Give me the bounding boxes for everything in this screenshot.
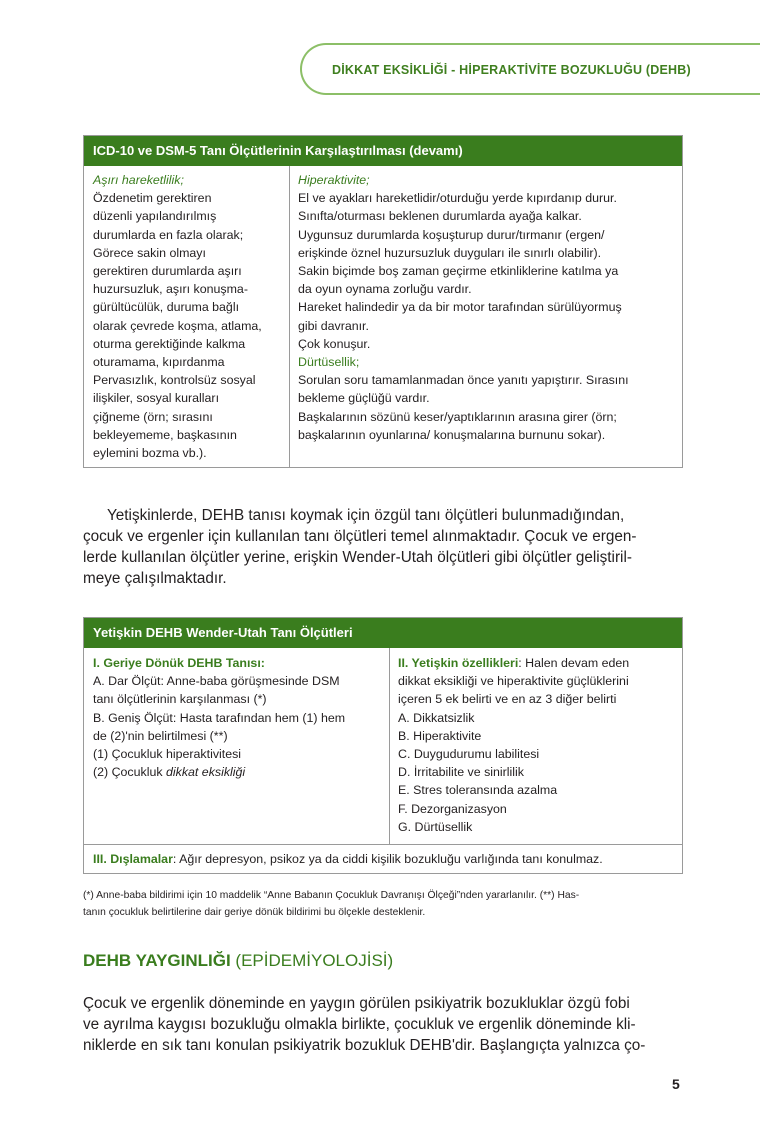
footnote-line: (*) Anne-baba bildirimi için 10 maddelik “Anne Babanın Çocukluk Davranışı Ölçeği”nden yararlanılır. (**) Has- (83, 890, 580, 901)
text-line: El ve ayakları hareketlidir/oturduğu yerde kıpırdanıp durur. (298, 191, 617, 206)
text-line: eylemini bozma vb.). (93, 446, 207, 461)
column-divider (289, 166, 290, 468)
page-number: 5 (672, 1076, 680, 1092)
text-line: C. Duygudurumu labilitesi (398, 747, 540, 762)
text-line: huzursuzluk, aşırı konuşma- (93, 282, 248, 297)
adult-features-column (398, 654, 682, 836)
section-title-bold: DEHB YAYGINLIĞI (83, 951, 231, 970)
text-line: Hareket halindedir ya da bir motor tarafından sürülüyormuş (298, 300, 622, 315)
impulsivity-heading: Dürtüsellik; (298, 355, 360, 370)
icd10-column (93, 171, 288, 462)
dsm5-column (298, 171, 678, 444)
text-line: Çok konuşur. (298, 336, 371, 351)
text-line: E. Stres toleransında azalma (398, 783, 558, 798)
text-line: D. İrritabilite ve sinirlilik (398, 765, 524, 780)
text-line: Özdenetim gerektiren (93, 191, 212, 206)
text-line: Sakin biçimde boş zaman geçirme etkinliklerine katılma ya (298, 264, 619, 279)
footnote-line: tanın çocukluk belirtilerine dair geriye dönük bildirimi bu ölçekle desteklenir. (83, 907, 426, 918)
section-title-rest: (EPİDEMİYOLOJİSİ) (230, 951, 394, 970)
text-line: erişkinde öznel huzursuzluk duyguları ile sınırlı olabilir). (298, 245, 602, 260)
paragraph-line: çocuk ve ergenler için kullanılan tanı ölçütleri temel alınmaktadır. Çocuk ve ergen- (83, 528, 637, 545)
text-line: gerektiren durumlarda aşırı (93, 264, 242, 279)
text-line: Görece sakin olmayı (93, 245, 206, 260)
text-line: dikkat eksikliği ve hiperaktivite güçlüklerini (398, 674, 629, 689)
text-line: gürültücülük, duruma bağlı (93, 300, 240, 315)
exclusion-label: III. Dışlamalar (93, 852, 173, 866)
text-line: düzenli yapılandırılmış (93, 209, 217, 224)
text-line: Pervasızlık, kontrolsüz sosyal (93, 373, 256, 388)
paragraph-line: Çocuk ve ergenlik döneminde en yaygın görülen psikiyatrik bozukluklar özgü fobi (83, 995, 630, 1012)
retrospective-diagnosis-column (93, 654, 388, 781)
paragraph-line: meye çalışılmaktadır. (83, 570, 227, 587)
retrospective-heading: I. Geriye Dönük DEHB Tanısı: (93, 656, 265, 670)
exclusion-row (84, 844, 682, 874)
text-line (93, 763, 388, 781)
text-line: Sorulan soru tamamlanmadan önce yanıtı yapıştırır. Sırasını (298, 373, 629, 388)
text-line: A. Dikkatsizlik (398, 710, 475, 725)
text-line: başkalarının oyunlarına/ konuşmalarına burnunu sokar). (298, 427, 606, 442)
icd10-heading: Aşırı hareketlilik; (93, 173, 184, 187)
text-line: Uygunsuz durumlarda koşuşturup durur/tırmanır (ergen/ (298, 227, 605, 242)
paragraph-line: ve ayrılma kaygısı bozukluğu olmakla birlikte, çocukluk ve ergenlik döneminde kli- (83, 1016, 636, 1033)
text-rest: : Halen devam eden (518, 656, 630, 670)
wender-utah-table-title: Yetişkin DEHB Wender-Utah Tanı Ölçütleri (84, 618, 682, 648)
text-line: B. Hiperaktivite (398, 728, 482, 743)
text-line: Sınıfta/oturması beklenen durumlarda ayağa kalkar. (298, 209, 582, 224)
text-line: da oyun oynama zorluğu vardır. (298, 282, 472, 297)
section-title (83, 951, 393, 971)
text-line: F. Dezorganizasyon (398, 801, 507, 816)
text-line: gibi davranır. (298, 318, 369, 333)
text-line: bekleme güçlüğü vardır. (298, 391, 430, 406)
text-line: A. Dar Ölçüt: Anne-baba görüşmesinde DSM (93, 674, 340, 689)
text-line: olarak çevrede koşma, atlama, (93, 318, 262, 333)
text-line: Başkalarının sözünü keser/yaptıklarının arasına girer (örn; (298, 409, 617, 424)
footnote (83, 887, 683, 921)
hyperactivity-heading: Hiperaktivite; (298, 173, 370, 187)
column-divider (389, 648, 390, 844)
text-line: durumlarda en fazla olarak; (93, 227, 244, 242)
comparison-table-title: ICD-10 ve DSM-5 Tanı Ölçütlerinin Karşılaştırılması (devamı) (84, 136, 682, 166)
text-line (398, 654, 682, 672)
text-line: bekleyememe, başkasının (93, 427, 237, 442)
text-line: G. Dürtüsellik (398, 819, 473, 834)
text-line: içeren 5 ek belirti ve en az 3 diğer belirti (398, 692, 617, 707)
italic-term: dikkat eksikliği (166, 765, 246, 780)
text-line: B. Geniş Ölçüt: Hasta tarafından hem (1) hem (93, 710, 346, 725)
comparison-table (83, 135, 683, 468)
text-prefix: (2) Çocukluk (93, 765, 166, 780)
body-paragraph (83, 505, 683, 589)
adult-features-heading: II. Yetişkin özellikleri (398, 656, 519, 670)
body-paragraph (83, 993, 683, 1056)
text-line: de (2)'nin belirtilmesi (**) (93, 728, 228, 743)
text-line: ilişkiler, sosyal kuralları (93, 391, 220, 406)
text-line: oturamama, kıpırdanma (93, 355, 225, 370)
text-line: (1) Çocukluk hiperaktivitesi (93, 747, 242, 762)
text-line: çiğneme (örn; sırasını (93, 409, 213, 424)
chapter-title: DİKKAT EKSİKLİĞİ - HİPERAKTİVİTE BOZUKLUĞU (DEHB) (332, 63, 691, 77)
exclusion-text: : Ağır depresyon, psikoz ya da ciddi kişilik bozukluğu varlığında tanı konulmaz. (172, 852, 603, 866)
text-line: tanı ölçütlerinin karşılanması (*) (93, 692, 267, 707)
paragraph-line: lerde kullanılan ölçütler yerine, erişkin Wender-Utah ölçütleri gibi ölçütler geliştiril- (83, 549, 632, 566)
text-line: oturma gerektiğinde kalkma (93, 336, 246, 351)
wender-utah-table (83, 617, 683, 874)
paragraph-line: niklerde en sık tanı konulan psikiyatrik bozukluk DEHB'dir. Başlangıçta yalnızca ço- (83, 1037, 646, 1054)
paragraph-line: Yetişkinlerde, DEHB tanısı koymak için özgül tanı ölçütleri bulunmadığından, (107, 507, 625, 524)
